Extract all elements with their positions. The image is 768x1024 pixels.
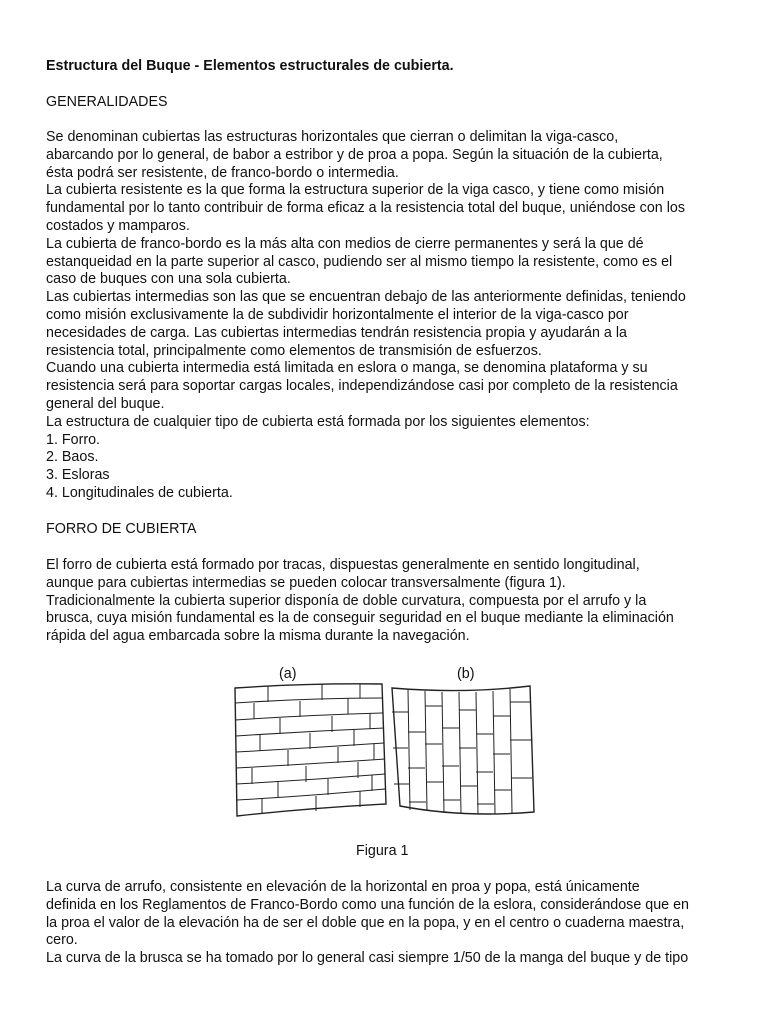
text-line: Las cubiertas intermedias son las que se encuentran debajo de las anteriormente definidas, teniendo [46,289,686,306]
document-title: Estructura del Buque - Elementos estructurales de cubierta. [46,58,454,74]
list-item: 1. Forro. [46,431,101,448]
list-item: 3. Esloras [46,467,110,484]
list-item: 2. Baos. [46,449,99,466]
text-line: Tradicionalmente la cubierta superior disponía de doble curvatura, compuesta por el arrufo y la [46,592,647,609]
text-line: El forro de cubierta está formado por tracas, dispuestas generalmente en sentido longitudinal, [46,557,640,573]
section-heading-generalidades: GENERALIDADES [46,94,168,110]
text-line: costados y mamparos. [46,217,190,234]
text-line: necesidades de carga. Las cubiertas intermedias tendrán resistencia propia y ayudarán a la [46,324,627,341]
text-line: general del buque. [46,395,165,412]
list-item: 4. Longitudinales de cubierta. [46,484,233,501]
text-line: la proa el valor de la elevación ha de ser el doble que en la popa, y en el centro o cuaderna maestra, [46,914,685,931]
text-line: La cubierta resistente es la que forma la estructura superior de la viga casco, y tiene como misión [46,182,665,199]
text-line: La cubierta de franco-bordo es la más alta con medios de cierre permanentes y será la que dé [46,235,644,252]
text-line: resistencia será para soportar cargas locales, independizándose casi por completo de la resistencia [46,378,678,395]
text-line: Se denominan cubiertas las estructuras horizontales que cierran o delimitan la viga-casco, [46,129,619,145]
text-line: como misión exclusivamente la de subdividir horizontalmente el interior de la viga-casco por [46,306,629,323]
section-body-forro [46,557,722,646]
text-line: brusca, cuya misión fundamental es la de conseguir seguridad en el buque mediante la eliminación [46,610,674,627]
text-line: La curva de la brusca se ha tomado por lo general casi siempre 1/50 de la manga del buque y de tipo [46,950,689,967]
figure-label-a: (a) [279,666,297,682]
section-body-after-figure [46,879,722,968]
section-heading-forro: FORRO DE CUBIERTA [46,521,197,537]
text-line: caso de buques con una sola cubierta. [46,271,291,288]
text-line: abarcando por lo general, de babor a estribor y de proa a popa. Según la situación de la cubierta, [46,146,663,163]
text-line: Cuando una cubierta intermedia está limitada en eslora o manga, se denomina plataforma y su [46,360,648,377]
text-line: aunque para cubiertas intermedias se pueden colocar transversalmente (figura 1). [46,574,566,591]
text-line: resistencia total, principalmente como elementos de transmisión de esfuerzos. [46,342,542,359]
text-line: La curva de arrufo, consistente en elevación de la horizontal en proa y popa, está únicamente [46,879,640,895]
text-line: fundamental por lo tanto contribuir de forma eficaz a la resistencia total del buque, uniéndose con los [46,200,685,217]
text-line: La estructura de cualquier tipo de cubierta está formada por los siguientes elementos: [46,413,590,430]
text-line: estanqueidad en la parte superior al casco, pudiendo ser al mismo tiempo la resistente, como es el [46,253,673,270]
text-line: definida en los Reglamentos de Franco-Bordo como una función de la eslora, considerándose que en [46,896,689,913]
section-body-generalidades [46,129,722,503]
deck-plating-longitudinal-diagram [230,682,390,822]
figure-label-b: (b) [457,666,475,682]
text-line: ésta podrá ser resistente, de franco-bordo o intermedia. [46,164,399,181]
text-line: cero. [46,932,78,949]
text-line: rápida del agua embarcada sobre la misma durante la navegación. [46,628,470,645]
deck-plating-transverse-diagram [388,682,538,822]
figure-caption: Figura 1 [356,843,409,859]
